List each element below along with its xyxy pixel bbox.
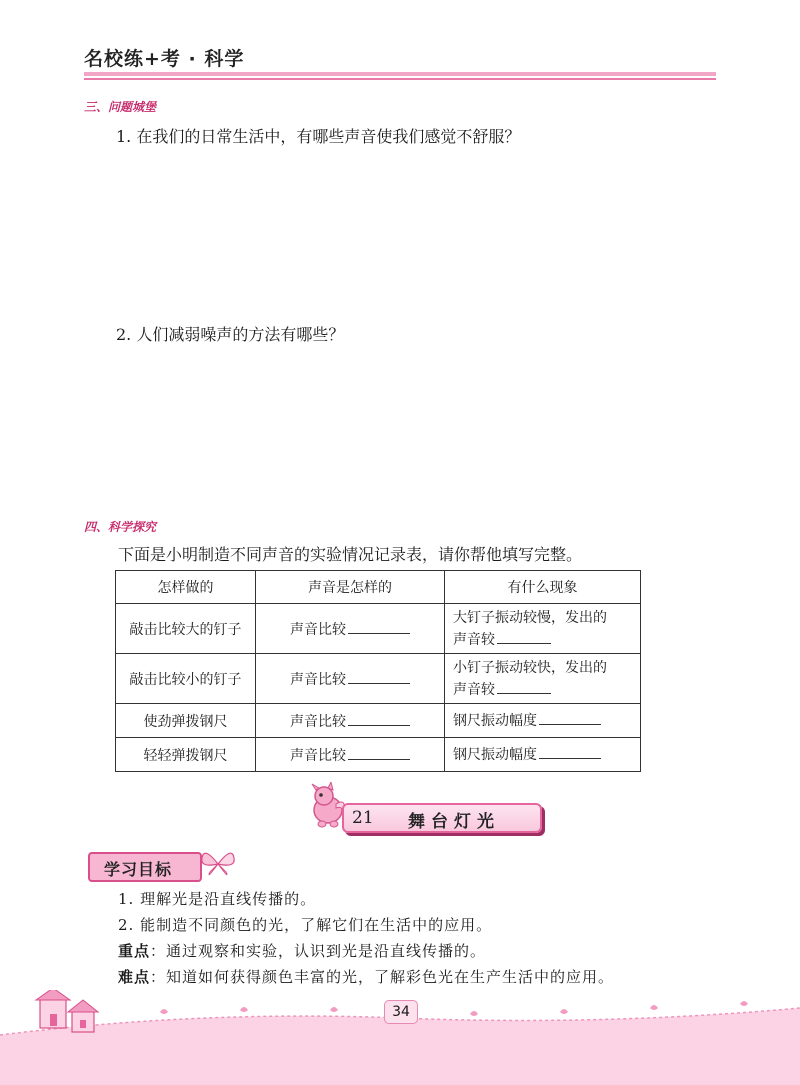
action-cell: 轻轻弹拨钢尺 [116, 738, 256, 772]
sound-cell [255, 604, 444, 654]
question-2: 2. 人们减弱噪声的方法有哪些？ [116, 325, 345, 344]
table-intro: 下面是小明制造不同声音的实验情况记录表，请你帮他填写完整。 [118, 545, 583, 564]
sound-text: 声音比较 [289, 747, 346, 764]
table-header-row [116, 571, 641, 604]
table-row [116, 604, 641, 654]
castle-icon [36, 990, 98, 1032]
table-row [116, 738, 641, 772]
header-divider [84, 72, 716, 82]
phenomenon-text: 钢尺振动幅度 [452, 746, 537, 763]
section-heading-questions: 三、问题城堡 [84, 100, 157, 114]
fill-blank[interactable] [497, 629, 551, 644]
key-point-label: 重点 [118, 942, 151, 960]
difficulty-line [118, 966, 614, 987]
action-cell: 敲击比较小的钉子 [116, 654, 256, 704]
sound-text: 声音比较 [289, 713, 346, 730]
butterfly-icon [198, 846, 238, 882]
phenomenon-cell [444, 654, 640, 704]
section-heading-explore: 四、科学探究 [84, 520, 157, 534]
key-point-line [118, 940, 486, 961]
learning-goals-badge [88, 852, 202, 882]
phenomenon-cell [444, 704, 640, 738]
fill-blank[interactable] [348, 619, 410, 634]
difficulty-text: ：知道如何获得颜色丰富的光，了解彩色光在生产生活中的应用。 [150, 968, 615, 986]
table-row [116, 654, 641, 704]
table-header: 声音是怎样的 [255, 571, 444, 604]
table-header: 怎样做的 [116, 571, 256, 604]
phenomenon-text: 声音较 [452, 681, 495, 698]
sound-text: 声音比较 [289, 671, 346, 688]
question-1: 1. 在我们的日常生活中，有哪些声音使我们感觉不舒服？ [116, 127, 521, 146]
table-row [116, 704, 641, 738]
phenomenon-text: 大钉子振动较慢，发出的 [452, 609, 607, 626]
lesson-title: 舞台灯光 [408, 812, 500, 832]
action-cell: 敲击比较大的钉子 [116, 604, 256, 654]
fill-blank[interactable] [539, 710, 601, 725]
page-number: 34 [384, 1000, 418, 1024]
badge-label: 学习目标 [104, 860, 173, 879]
lesson-title-banner [342, 803, 542, 833]
difficulty-label: 难点 [118, 968, 151, 986]
lesson-number: 21 [352, 808, 374, 828]
action-cell: 使劲弹拨钢尺 [116, 704, 256, 738]
experiment-record-table [115, 570, 641, 772]
sound-cell [255, 704, 444, 738]
phenomenon-cell [444, 604, 640, 654]
phenomenon-text: 钢尺振动幅度 [452, 712, 537, 729]
sound-cell [255, 738, 444, 772]
phenomenon-text: 声音较 [452, 631, 495, 648]
key-point-text: ：通过观察和实验，认识到光是沿直线传播的。 [150, 942, 487, 960]
fill-blank[interactable] [539, 744, 601, 759]
goal-item: 1. 理解光是沿直线传播的。 [118, 890, 317, 908]
goal-item: 2. 能制造不同颜色的光，了解它们在生活中的应用。 [118, 916, 493, 934]
phenomenon-cell [444, 738, 640, 772]
fill-blank[interactable] [348, 745, 410, 760]
page-header-title: 名校练+考 · 科学 [84, 48, 245, 70]
phenomenon-text: 小钉子振动较快，发出的 [452, 659, 607, 676]
fill-blank[interactable] [348, 669, 410, 684]
sound-text: 声音比较 [289, 621, 346, 638]
fill-blank[interactable] [497, 679, 551, 694]
table-header: 有什么现象 [444, 571, 640, 604]
fill-blank[interactable] [348, 711, 410, 726]
sound-cell [255, 654, 444, 704]
